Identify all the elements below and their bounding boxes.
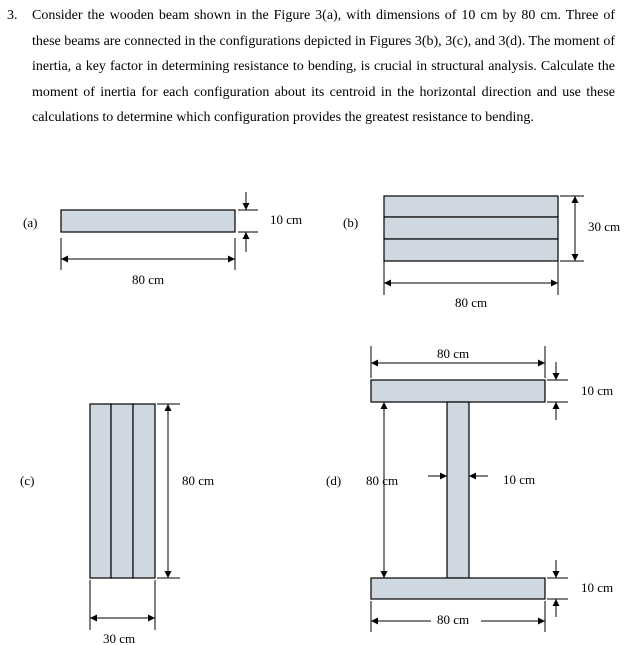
figure-d	[326, 346, 613, 632]
figure-d-top-flange	[371, 380, 545, 402]
figure-c-width-dim: 30 cm	[103, 631, 136, 645]
figure-b-label: (b)	[343, 215, 359, 230]
figure-a-beam	[61, 210, 235, 232]
figure-a-label: (a)	[23, 215, 38, 230]
figure-d-top-thk-dim: 10 cm	[581, 383, 614, 398]
question-text: Consider the wooden beam shown in the Figure 3(a), with dimensions of 10 cm by 80 cm. Three of these beams are connected in the configurations depicted in Figures 3(b), 3(c), and 3(d). The moment of inertia, a key factor in determining resistance to bending, is crucial in structural analysis. Calculate the moment of inertia for each configuration about its centroid in the horizontal direction and use these calculations to determine which configuration provides the greatest resistance to bending.	[32, 8, 615, 125]
figure-d-bottom-flange	[371, 578, 545, 599]
figure-b	[343, 196, 620, 310]
figure-d-label: (d)	[326, 473, 342, 488]
figure-d-bottom-width-dim: 80 cm	[437, 612, 470, 627]
figure-d-top-width-dim: 80 cm	[437, 346, 470, 361]
figure-c	[20, 404, 214, 645]
question-number: 3.	[7, 8, 18, 23]
figure-c-beam-right	[133, 404, 155, 578]
figure-c-beam-middle	[111, 404, 133, 578]
figure-a	[23, 192, 302, 287]
figure-d-web-thk-dim: 10 cm	[503, 472, 536, 487]
figure-b-height-dim: 30 cm	[588, 219, 621, 234]
figure-b-width-dim: 80 cm	[455, 295, 488, 310]
figure-c-label: (c)	[20, 473, 35, 488]
figure-b-beam-bottom	[384, 239, 558, 261]
figure-d-web-height-dim: 80 cm	[366, 473, 399, 488]
figure-c-beam-left	[90, 404, 111, 578]
figure-b-beam-middle	[384, 217, 558, 239]
figure-a-width-dim: 80 cm	[132, 272, 165, 287]
figure-d-web	[447, 402, 469, 578]
figure-d-bottom-thk-dim: 10 cm	[581, 580, 614, 595]
figure-b-beam-top	[384, 196, 558, 217]
figure-c-height-dim: 80 cm	[182, 473, 215, 488]
figure-a-height-dim: 10 cm	[270, 212, 303, 227]
